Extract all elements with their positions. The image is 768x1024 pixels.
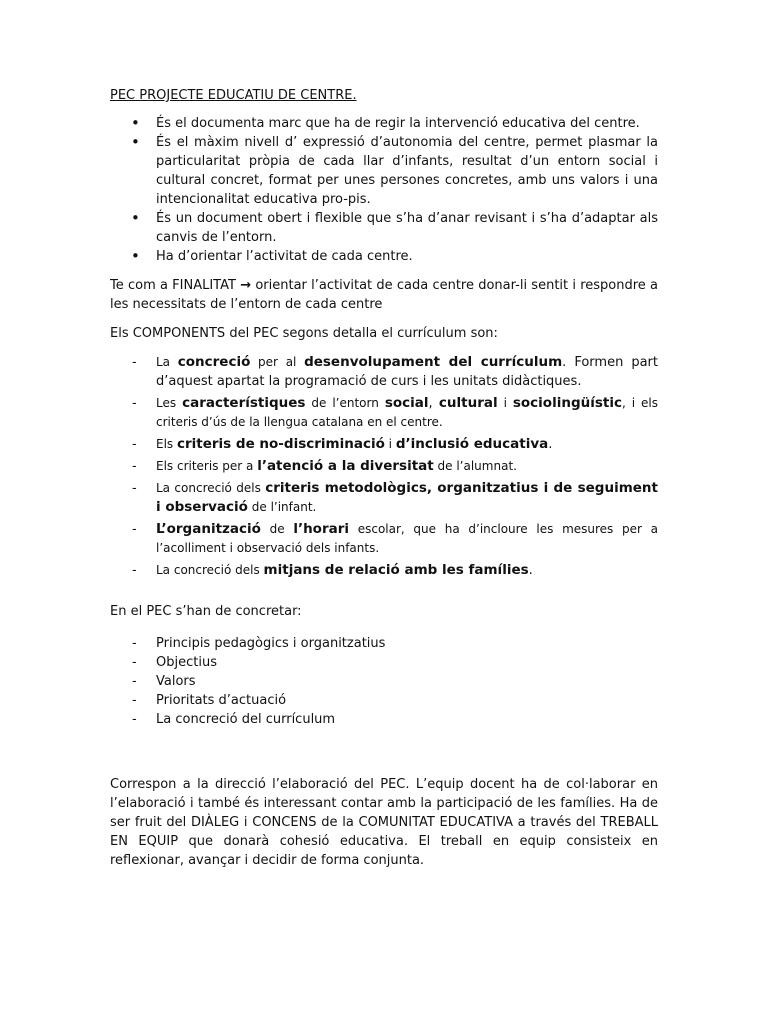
text-segment: La concreció dels: [156, 481, 266, 495]
component-item: [110, 394, 658, 432]
text-segment: de l’entorn: [305, 396, 385, 410]
arrow-right-icon: →: [240, 278, 252, 293]
concretar-item: - Objectius: [110, 653, 658, 672]
component-item: [110, 479, 658, 517]
concretar-item: - Principis pedagògics i organitzatius: [110, 634, 658, 653]
components-intro: Els COMPONENTS del PEC segons detalla el currículum son:: [110, 326, 498, 341]
bullet-item: • Ha d’orientar l’activitat de cada centre.: [110, 247, 658, 266]
text-segment: Les: [156, 396, 183, 410]
text-segment: i: [497, 396, 513, 410]
text-segment: de l’alumnat.: [433, 459, 517, 473]
bold-term: l’horari: [293, 521, 350, 537]
text-segment: La concreció dels: [156, 563, 264, 577]
bold-term: mitjans de relació amb les famílies: [263, 562, 529, 578]
text-segment: escolar, que ha d’incloure les mesures per a l’acolliment i observació dels infants.: [156, 522, 658, 555]
text-segment: Els: [156, 437, 177, 451]
bullet-item: • És el documenta marc que ha de regir la intervenció educativa del centre.: [110, 114, 658, 133]
text-segment: . Formen part d’aquest apartat la programació de curs i les unitats didàctiques.: [156, 355, 658, 389]
document-page: [110, 86, 658, 870]
finalitat-prefix: Te com a FINALITAT: [110, 278, 241, 293]
closing-paragraph: Correspon a la direcció l’elaboració del PEC. L’equip docent ha de col·laborar en l’elaboració i també és interessant contar amb la participació de les famílies. Ha de ser fruit del DIÀLEG i CONCENS de la COMUNITAT EDUCATIVA a través del TREBALL EN EQUIP que donarà cohesió educativa. El treball en equip consisteix en reflexionar, avançar i decidir de forma conjunta.: [110, 777, 658, 868]
component-item: [110, 561, 658, 580]
component-item: [110, 457, 658, 476]
bullet-item: • És un document obert i flexible que s’ha d’anar revisant i s’ha d’adaptar als canvis de l’entorn.: [110, 209, 658, 247]
bold-term: L’organització: [156, 521, 261, 537]
text-segment: de: [260, 522, 294, 536]
text-segment: La: [156, 355, 178, 369]
bold-term: cultural: [438, 395, 498, 411]
component-item: [110, 435, 658, 454]
bold-term: desenvolupament del currículum: [304, 354, 563, 370]
bold-term: d’inclusió educativa: [395, 436, 549, 452]
text-segment: .: [528, 563, 533, 578]
concretar-list: [110, 634, 658, 729]
text-segment: .: [548, 437, 553, 452]
text-segment: ,: [428, 396, 439, 411]
text-segment: de l’infant.: [247, 500, 317, 514]
bold-term: sociolingüístic: [512, 395, 622, 411]
bold-term: criteris metodològics, organitzatius i de seguiment i observació: [156, 480, 658, 515]
concretar-item: - Valors: [110, 672, 658, 691]
text-segment: per al: [250, 355, 305, 369]
concretar-intro: En el PEC s’han de concretar:: [110, 604, 302, 619]
component-item: [110, 520, 658, 558]
finalitat-text: orientar l’activitat de cada centre donar-li sentit i respondre a les necessitats de l’entorn de cada centre: [110, 278, 658, 312]
component-item: [110, 353, 658, 391]
concretar-item: - La concreció del currículum: [110, 710, 658, 729]
finalitat-paragraph: [110, 276, 658, 314]
bold-term: concreció: [177, 354, 251, 370]
document-title: PEC PROJECTE EDUCATIU DE CENTRE.: [110, 88, 357, 103]
bold-term: criteris de no-discriminació: [176, 436, 385, 452]
bold-term: l’atenció a la diversitat: [257, 458, 434, 474]
text-segment: Els criteris per a: [156, 459, 258, 473]
components-list: [110, 353, 658, 580]
bullet-item: • És el màxim nivell d’ expressió d’autonomia del centre, permet plasmar la particularitat pròpia de cada llar d’infants, resultat d’un entorn social i cultural concret, format per unes persones concretes, amb uns valors i una intencionalitat educativa pro-pis.: [110, 133, 658, 209]
text-segment: i: [384, 437, 396, 451]
bold-term: característiques: [182, 395, 306, 411]
concretar-item: - Prioritats d’actuació: [110, 691, 658, 710]
text-segment: , i els criteris d’ús de la llengua catalana en el centre.: [156, 396, 658, 429]
bullet-list: [110, 114, 658, 266]
bold-term: social: [384, 395, 429, 411]
